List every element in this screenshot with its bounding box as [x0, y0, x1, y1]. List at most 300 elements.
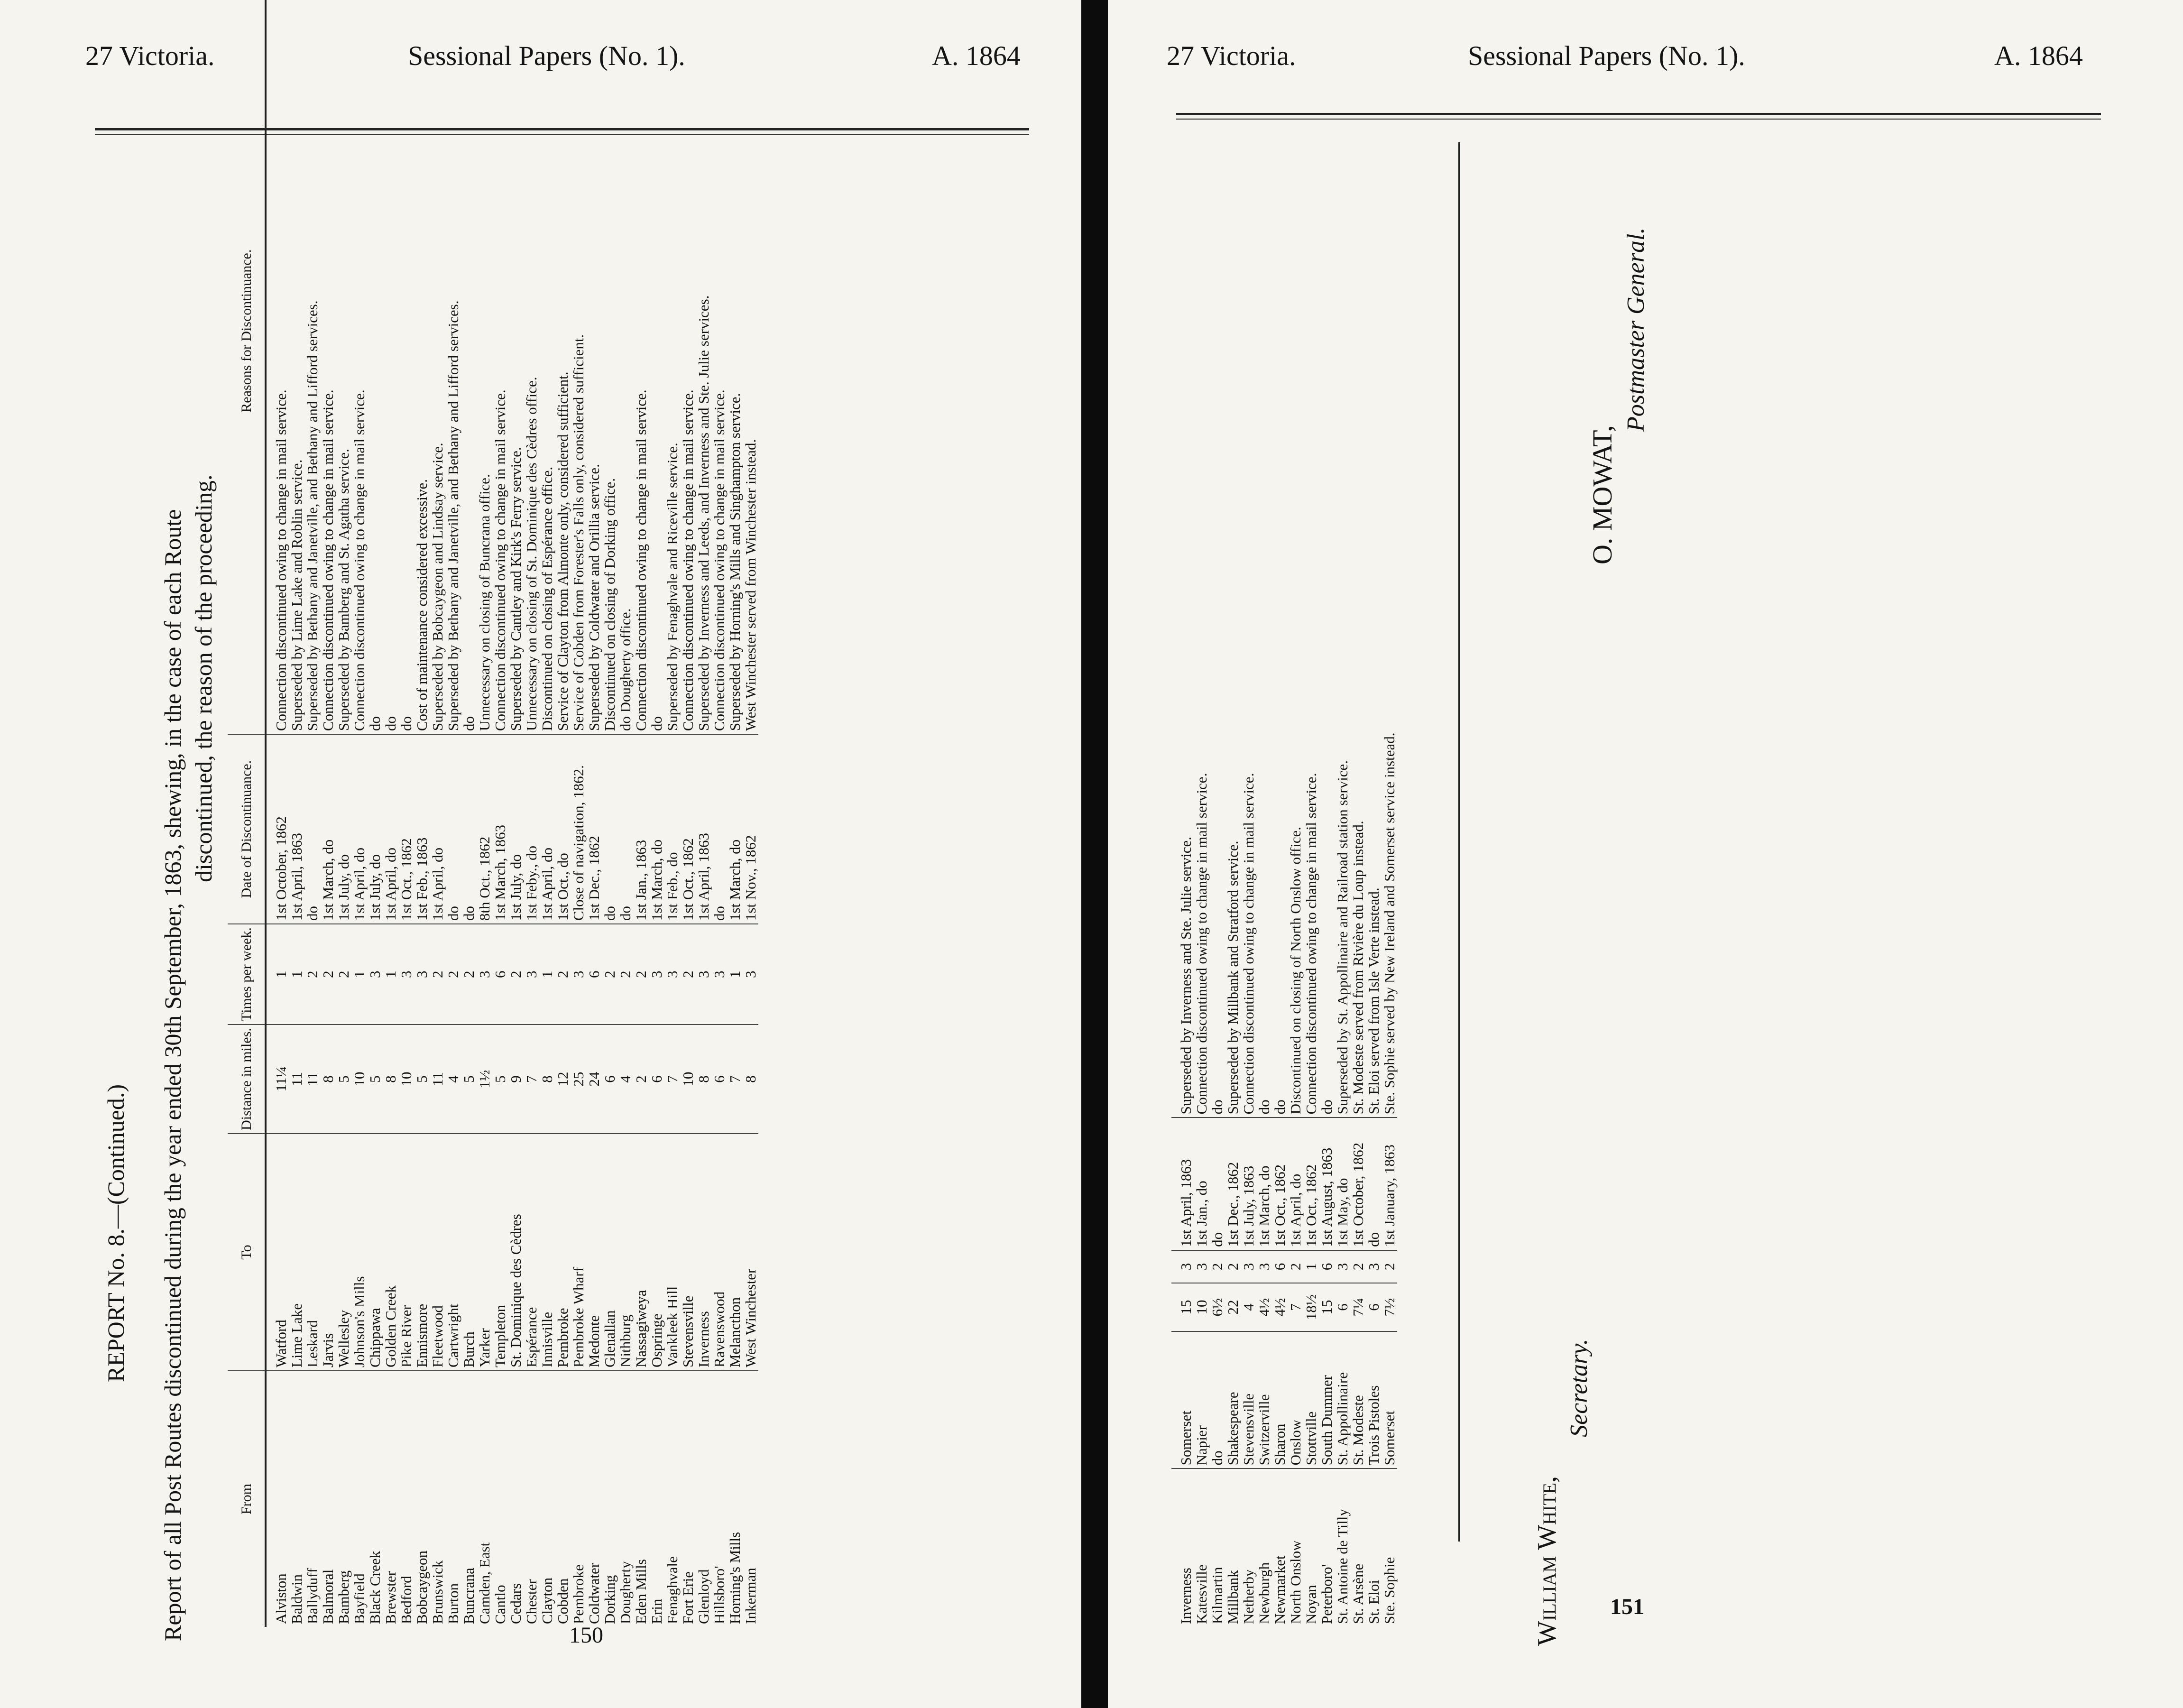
route-to-cell: Switzerville — [1256, 1331, 1272, 1469]
route-to-cell: South Dummer — [1319, 1331, 1335, 1469]
reason-cell: Service of Cobden from Forester's Falls only, considered sufficient. — [570, 334, 587, 731]
reason-cell: Discontinued on closing of Espérance office. — [539, 466, 555, 731]
route-from-cell: Erin — [649, 1371, 664, 1627]
route-to-cell: Nithburg — [617, 1134, 633, 1371]
left-table-wrap — [228, 0, 758, 1627]
table-row — [367, 0, 383, 1627]
route-from-cell: Peterboro' — [1319, 1468, 1335, 1627]
postmaster-title: Postmaster General. — [1622, 227, 1649, 432]
route-from-cell: Inkerman — [743, 1371, 758, 1627]
route-to-cell: Pembroke — [555, 1134, 571, 1371]
times-per-week-cell: 3 — [664, 924, 680, 1025]
reason-cell: Connection discontinued owing to change in mail service. — [1303, 773, 1319, 1115]
reason-cell: do — [367, 716, 383, 731]
route-to-cell: Watford — [266, 1134, 289, 1371]
table-row — [1209, 615, 1225, 1627]
table-row — [539, 0, 555, 1627]
right-header-session: 27 Victoria. — [1167, 40, 1296, 71]
route-to-cell: Trois Pistoles — [1366, 1331, 1382, 1469]
date-cell: do — [1366, 1117, 1382, 1250]
reason-cell: West Winchester served from Winchester instead. — [742, 439, 759, 731]
table-row — [1335, 615, 1350, 1627]
date-cell: 1st July, 1863 — [1241, 1117, 1256, 1250]
date-cell: 1st Jan., do — [1194, 1117, 1209, 1250]
route-from-cell: Buncrana — [461, 1371, 477, 1627]
route-to-cell: Ennismore — [414, 1134, 430, 1371]
times-per-week-cell: 3 — [571, 924, 586, 1025]
table-row — [351, 0, 367, 1627]
distance-cell: 10 — [351, 1025, 367, 1134]
route-from-cell: Fort Erie — [680, 1371, 696, 1627]
reason-cell: Connection discontinued owing to change in mail service. — [633, 389, 649, 731]
right-header-rule-thin — [1176, 119, 2101, 120]
reason-cell: Connection discontinued owing to change in mail service. — [711, 389, 728, 731]
times-per-week-cell: 2 — [1382, 1250, 1397, 1283]
distance-cell: 6 — [711, 1025, 727, 1134]
distance-cell: 6 — [1335, 1283, 1350, 1331]
route-to-cell: Stottville — [1303, 1331, 1319, 1469]
route-from-cell: Hillsboro' — [711, 1371, 727, 1627]
route-to-cell: Melancthon — [727, 1134, 743, 1371]
route-to-cell: Pembroke Wharf — [571, 1134, 586, 1371]
distance-cell: 5 — [367, 1025, 383, 1134]
distance-cell: 9 — [508, 1025, 524, 1134]
route-from-cell: Pembroke — [571, 1371, 586, 1627]
route-to-cell: Johnson's Mills — [351, 1134, 367, 1371]
reason-cell: Service of Clayton from Almonte only, considered sufficient. — [554, 371, 571, 731]
right-table-wrap — [1171, 615, 1397, 1627]
route-to-cell: Somerset — [1382, 1331, 1397, 1469]
times-per-week-cell: 6 — [586, 924, 602, 1025]
route-from-cell: Horning's Mills — [727, 1371, 743, 1627]
reason-cell: Unnecessary on closing of St. Dominique des Cèdres office. — [523, 377, 540, 731]
distance-cell: 10 — [1194, 1283, 1209, 1331]
distance-cell: 7½ — [1382, 1283, 1397, 1331]
table-row — [1272, 615, 1288, 1627]
date-cell: 1st Jan., 1863 — [633, 734, 649, 924]
route-from-cell: Noyan — [1303, 1468, 1319, 1627]
route-to-cell: Golden Creek — [383, 1134, 398, 1371]
reason-cell: Connection discontinued owing to change in mail service. — [680, 389, 696, 731]
distance-cell: 7 — [1288, 1283, 1303, 1331]
reason-cell: St. Eloi served from Isle Verte instead. — [1365, 887, 1382, 1115]
report-title-block — [102, 1072, 129, 1641]
date-cell: 1st Oct., 1862 — [1303, 1117, 1319, 1250]
distance-cell: 18½ — [1303, 1283, 1319, 1331]
times-per-week-cell: 1 — [727, 924, 743, 1025]
distance-cell: 7¼ — [1350, 1283, 1366, 1331]
date-cell: 1st Nov., 1862 — [743, 734, 758, 924]
route-from-cell: Netherby — [1241, 1468, 1256, 1627]
distance-cell: 22 — [1225, 1283, 1241, 1331]
book-gutter — [1081, 0, 1108, 1708]
table-row — [633, 0, 649, 1627]
route-to-cell: Stevensville — [1241, 1331, 1256, 1469]
times-per-week-cell: 6 — [1319, 1250, 1335, 1283]
route-to-cell: St. Appollinaire — [1335, 1331, 1350, 1469]
route-from-cell: Cantlo — [492, 1371, 508, 1627]
route-from-cell: Balmoral — [320, 1371, 336, 1627]
distance-cell: 5 — [336, 1025, 351, 1134]
table-row — [602, 0, 617, 1627]
date-cell: 1st March, do — [320, 734, 336, 924]
route-from-cell: North Onslow — [1288, 1468, 1303, 1627]
reason-cell: Connection discontinued owing to change in mail service. — [492, 389, 508, 731]
distance-cell: 4½ — [1272, 1283, 1288, 1331]
date-cell: do — [617, 734, 633, 924]
route-to-cell: Inverness — [696, 1134, 711, 1371]
reason-cell: Ste. Sophie served by New Ireland and Somerset service instead. — [1381, 732, 1398, 1115]
table-row — [680, 0, 696, 1627]
date-cell: 1st October, 1862 — [1350, 1117, 1366, 1250]
distance-cell: 6½ — [1209, 1283, 1225, 1331]
table-row — [1225, 615, 1241, 1627]
times-per-week-cell: 3 — [743, 924, 758, 1025]
postmaster-name: O. MOWAT, — [1587, 425, 1618, 564]
distance-cell: 6 — [649, 1025, 664, 1134]
route-from-cell: Fenaghvale — [664, 1371, 680, 1627]
distance-cell: 7 — [664, 1025, 680, 1134]
date-cell: 1st April, 1863 — [696, 734, 711, 924]
reason-cell: Connection discontinued owing to change in mail service. — [1240, 773, 1257, 1115]
route-from-cell: Clayton — [539, 1371, 555, 1627]
route-from-cell: Chester — [524, 1371, 539, 1627]
reason-cell: Superseded by Inverness and Ste. Julie service. — [1178, 837, 1194, 1115]
route-from-cell: Ste. Sophie — [1382, 1468, 1397, 1627]
times-per-week-cell: 2 — [617, 924, 633, 1025]
date-cell: 1st October, 1862 — [266, 734, 289, 924]
date-cell: 1st Dec., 1862 — [1225, 1117, 1241, 1250]
times-per-week-cell: 2 — [304, 924, 320, 1025]
route-from-cell: Burton — [445, 1371, 461, 1627]
distance-cell: 2 — [633, 1025, 649, 1134]
route-from-cell: Brunswick — [430, 1371, 445, 1627]
route-from-cell: Cobden — [555, 1371, 571, 1627]
distance-cell: 8 — [383, 1025, 398, 1134]
table-row — [445, 0, 461, 1627]
distance-cell: 4½ — [1256, 1283, 1272, 1331]
route-to-cell: Nassagiweya — [633, 1134, 649, 1371]
route-to-cell: Onslow — [1288, 1331, 1303, 1469]
table-row — [1241, 615, 1256, 1627]
route-from-cell: Black Creek — [367, 1371, 383, 1627]
reason-cell: do — [1256, 1099, 1272, 1115]
route-from-cell: Bamberg — [336, 1371, 351, 1627]
reason-cell: Discontinued on closing of North Onslow office. — [1287, 826, 1304, 1115]
reason-cell: Superseded by Coldwater and Orillia service. — [586, 464, 602, 731]
table-row — [336, 0, 351, 1627]
table-row — [508, 0, 524, 1627]
left-header-year: A. 1864 — [932, 40, 1021, 71]
reason-cell: do — [1209, 1099, 1225, 1115]
date-cell: 1st Oct., 1862 — [680, 734, 696, 924]
reason-cell: Unnecessary on closing of Buncrana office. — [476, 474, 493, 731]
date-cell: 1st August, 1863 — [1319, 1117, 1335, 1250]
reason-cell: Superseded by Millbank and Stratford service. — [1225, 840, 1241, 1115]
date-cell: 1st May, do — [1335, 1117, 1350, 1250]
times-per-week-cell: 3 — [696, 924, 711, 1025]
route-from-cell: Glenloyd — [696, 1371, 711, 1627]
times-per-week-cell: 1 — [539, 924, 555, 1025]
date-cell: 1st April, do — [430, 734, 445, 924]
col-from: From — [228, 1371, 266, 1627]
route-from-cell: Inverness — [1171, 1468, 1194, 1627]
distance-cell: 7 — [727, 1025, 743, 1134]
route-from-cell: Newburgh — [1256, 1468, 1272, 1627]
table-row — [586, 0, 602, 1627]
table-row — [571, 0, 586, 1627]
table-row — [727, 0, 743, 1627]
reason-cell: Superseded by Lime Lake and Roblin service. — [288, 459, 305, 731]
date-cell: 1st Feb., do — [664, 734, 680, 924]
route-from-cell: Alviston — [266, 1371, 289, 1627]
times-per-week-cell: 2 — [320, 924, 336, 1025]
times-per-week-cell: 2 — [445, 924, 461, 1025]
distance-cell: 11¼ — [266, 1025, 289, 1134]
route-from-cell: Bayfield — [351, 1371, 367, 1627]
distance-cell: 7 — [524, 1025, 539, 1134]
route-to-cell: St. Modeste — [1350, 1331, 1366, 1469]
report-title: REPORT No. 8.—(Continued.) — [102, 1084, 129, 1383]
distance-cell: 8 — [696, 1025, 711, 1134]
table-row — [1319, 615, 1335, 1627]
route-from-cell: Coldwater — [586, 1371, 602, 1627]
reason-cell: Superseded by Cantley and Kirk's Ferry service. — [507, 447, 524, 731]
route-from-cell: Katesville — [1194, 1468, 1209, 1627]
table-row — [1288, 615, 1303, 1627]
report-subtitle-line2: discontinued, the reason of the proceeding. — [190, 474, 217, 882]
right-header-papers: Sessional Papers (No. 1). — [1468, 40, 1745, 71]
reason-cell: Superseded by Fenaghvale and Riceville service. — [664, 443, 681, 731]
times-per-week-cell: 3 — [414, 924, 430, 1025]
distance-cell: 8 — [743, 1025, 758, 1134]
table-row — [266, 0, 289, 1627]
times-per-week-cell: 3 — [1256, 1250, 1272, 1283]
times-per-week-cell: 3 — [1171, 1250, 1194, 1283]
table-row — [649, 0, 664, 1627]
distance-cell: 12 — [555, 1025, 571, 1134]
reason-cell: Connection discontinued owing to change in mail service. — [351, 389, 368, 731]
left-header-papers: Sessional Papers (No. 1). — [408, 40, 685, 71]
times-per-week-cell: 1 — [289, 924, 304, 1025]
route-from-cell: Dorking — [602, 1371, 617, 1627]
times-per-week-cell: 3 — [367, 924, 383, 1025]
route-to-cell: Wellesley — [336, 1134, 351, 1371]
date-cell: 1st Oct., 1862 — [1272, 1117, 1288, 1250]
reason-cell: Superseded by Horning's Mills and Singhampton service. — [727, 393, 743, 731]
date-cell: do — [602, 734, 617, 924]
route-to-cell: Sharon — [1272, 1331, 1288, 1469]
left-header-session: 27 Victoria. — [85, 40, 215, 71]
route-to-cell: Napier — [1194, 1331, 1209, 1469]
reason-cell: Connection discontinued owing to change in mail service. — [320, 389, 336, 731]
route-to-cell: Lime Lake — [289, 1134, 304, 1371]
date-cell: do — [445, 734, 461, 924]
route-to-cell: Cartwright — [445, 1134, 461, 1371]
col-to: To — [228, 1134, 266, 1371]
route-from-cell: Baldwin — [289, 1371, 304, 1627]
times-per-week-cell: 6 — [1272, 1250, 1288, 1283]
col-date: Date of Discontinuance. — [228, 734, 266, 924]
times-per-week-cell: 2 — [461, 924, 477, 1025]
reason-cell: Superseded by Bamberg and St. Agatha service. — [335, 448, 352, 731]
route-to-cell: Pike River — [398, 1134, 414, 1371]
times-per-week-cell: 3 — [649, 924, 664, 1025]
table-row — [492, 0, 508, 1627]
table-row — [1366, 615, 1382, 1627]
distance-cell: 15 — [1319, 1283, 1335, 1331]
date-cell: 1st Feb., 1863 — [414, 734, 430, 924]
col-reasons: Reasons for Discontinuance. — [228, 0, 266, 734]
route-to-cell: Innisville — [539, 1134, 555, 1371]
table-row — [1171, 615, 1194, 1627]
right-table-end-rule — [1458, 142, 1460, 1542]
route-to-cell: Leskard — [304, 1134, 320, 1371]
reason-cell: Superseded by Bethany and Janetville, and Bethany and Lifford services. — [304, 300, 321, 731]
route-from-cell: Kilmartin — [1209, 1468, 1225, 1627]
times-per-week-cell: 2 — [1288, 1250, 1303, 1283]
table-row — [1256, 615, 1272, 1627]
route-to-cell: Espérance — [524, 1134, 539, 1371]
table-row — [555, 0, 571, 1627]
reason-cell: do — [398, 716, 414, 731]
table-row — [477, 0, 492, 1627]
left-routes-table — [228, 0, 758, 1627]
reason-cell: do — [461, 716, 477, 731]
times-per-week-cell: 2 — [1350, 1250, 1366, 1283]
right-page-number: 151 — [1610, 1594, 1644, 1619]
reason-cell: Superseded by Inverness and Leeds, and Inverness and Ste. Julie services. — [695, 295, 712, 731]
route-to-cell: Medonte — [586, 1134, 602, 1371]
route-from-cell: St. Antoine de Tilly — [1335, 1468, 1350, 1627]
times-per-week-cell: 2 — [602, 924, 617, 1025]
distance-cell: 5 — [414, 1025, 430, 1134]
table-row — [617, 0, 633, 1627]
report-subtitle-line1: Report of all Post Routes discontinued during the year ended 30th September, 1863, shewing, in the case of each Route — [159, 509, 186, 1641]
distance-cell: 4 — [617, 1025, 633, 1134]
reason-cell: do — [382, 716, 399, 731]
times-per-week-cell: 2 — [680, 924, 696, 1025]
route-to-cell: Stevensville — [680, 1134, 696, 1371]
route-to-cell: Ravenswood — [711, 1134, 727, 1371]
date-cell: do — [461, 734, 477, 924]
right-header-rule — [1176, 113, 2101, 115]
date-cell: 1st April, do — [539, 734, 555, 924]
route-to-cell: Glenallan — [602, 1134, 617, 1371]
distance-cell: 8 — [320, 1025, 336, 1134]
distance-cell: 4 — [445, 1025, 461, 1134]
distance-cell: 1½ — [477, 1025, 492, 1134]
secretary-title: Secretary. — [1566, 1339, 1593, 1437]
route-to-cell: Templeton — [492, 1134, 508, 1371]
table-row — [524, 0, 539, 1627]
date-cell: 1st April, do — [351, 734, 367, 924]
times-per-week-cell: 3 — [1194, 1250, 1209, 1283]
route-from-cell: Millbank — [1225, 1468, 1241, 1627]
route-from-cell: Bobcaygeon — [414, 1371, 430, 1627]
times-per-week-cell: 6 — [492, 924, 508, 1025]
table-row — [289, 0, 304, 1627]
times-per-week-cell: 3 — [398, 924, 414, 1025]
reason-cell: do — [1271, 1099, 1288, 1115]
times-per-week-cell: 2 — [1225, 1250, 1241, 1283]
date-cell: do — [304, 734, 320, 924]
col-distance: Distance in miles. — [228, 1025, 266, 1134]
distance-cell: 25 — [571, 1025, 586, 1134]
date-cell: 1st April, 1863 — [289, 734, 304, 924]
route-from-cell: Brewster — [383, 1371, 398, 1627]
route-from-cell: Dougherty — [617, 1371, 633, 1627]
date-cell: do — [1209, 1117, 1225, 1250]
date-cell: 1st Dec., 1862 — [586, 734, 602, 924]
right-header-year: A. 1864 — [1994, 40, 2083, 71]
times-per-week-cell: 3 — [711, 924, 727, 1025]
date-cell: 1st July, do — [508, 734, 524, 924]
distance-cell: 10 — [398, 1025, 414, 1134]
table-row — [696, 0, 711, 1627]
distance-cell: 15 — [1171, 1283, 1194, 1331]
distance-cell: 6 — [1366, 1283, 1382, 1331]
distance-cell: 24 — [586, 1025, 602, 1134]
date-cell: 1st July, do — [367, 734, 383, 924]
table-row — [664, 0, 680, 1627]
route-to-cell: Yarker — [477, 1134, 492, 1371]
secretary-name: William White, — [1532, 1476, 1562, 1646]
times-per-week-cell: 1 — [383, 924, 398, 1025]
reason-cell: do — [1318, 1099, 1335, 1115]
route-to-cell: Jarvis — [320, 1134, 336, 1371]
reason-cell: Cost of maintenance considered excessive. — [414, 479, 430, 731]
times-per-week-cell: 2 — [508, 924, 524, 1025]
reason-cell: do — [648, 716, 665, 731]
table-row — [711, 0, 727, 1627]
date-cell: 1st April, 1863 — [1171, 1117, 1194, 1250]
distance-cell: 10 — [680, 1025, 696, 1134]
table-row — [743, 0, 758, 1627]
table-row — [414, 0, 430, 1627]
times-per-week-cell: 3 — [477, 924, 492, 1025]
date-cell: 1st Oct., do — [555, 734, 571, 924]
reason-cell: Superseded by Bobcaygeon and Lindsay service. — [429, 443, 446, 731]
distance-cell: 11 — [304, 1025, 320, 1134]
times-per-week-cell: 2 — [633, 924, 649, 1025]
date-cell: Close of navigation, 1862. — [571, 734, 586, 924]
date-cell: 1st Oct., 1862 — [398, 734, 414, 924]
route-from-cell: St. Arsène — [1350, 1468, 1366, 1627]
times-per-week-cell: 1 — [1303, 1250, 1319, 1283]
table-row — [461, 0, 477, 1627]
route-to-cell: Vankleek Hill — [664, 1134, 680, 1371]
route-to-cell: St. Dominique des Cèdres — [508, 1134, 524, 1371]
distance-cell: 11 — [430, 1025, 445, 1134]
distance-cell: 5 — [492, 1025, 508, 1134]
reason-cell: Superseded by Bethany and Janetville, and Bethany and Lifford services. — [445, 300, 461, 731]
date-cell: 1st January, 1863 — [1382, 1117, 1397, 1250]
table-row — [430, 0, 445, 1627]
route-to-cell: Chippawa — [367, 1134, 383, 1371]
times-per-week-cell: 3 — [524, 924, 539, 1025]
distance-cell: 11 — [289, 1025, 304, 1134]
reason-cell: Discontinued on closing of Dorking office. — [601, 478, 618, 731]
table-row — [1350, 615, 1366, 1627]
route-from-cell: Newmarket — [1272, 1468, 1288, 1627]
date-cell: 1st April, do — [1288, 1117, 1303, 1250]
date-cell: 1st March, do — [649, 734, 664, 924]
route-from-cell: Cedars — [508, 1371, 524, 1627]
reason-cell: St. Modeste served from Rivière du Loup instead. — [1350, 821, 1366, 1115]
table-row — [383, 0, 398, 1627]
table-row — [1382, 615, 1397, 1627]
